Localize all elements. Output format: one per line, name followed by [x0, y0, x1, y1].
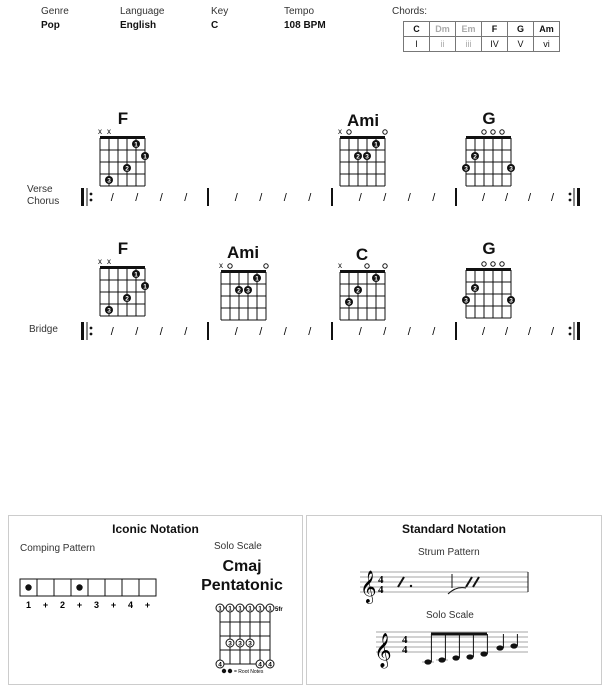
numeral-cell: iii	[456, 37, 482, 52]
open-marker	[482, 130, 486, 134]
repeat-start	[81, 322, 84, 340]
standard-title: Standard Notation	[402, 522, 506, 536]
strum-slash: /	[110, 192, 114, 204]
svg-text:1: 1	[228, 605, 232, 613]
solo-staff	[372, 620, 532, 674]
scale-note	[216, 604, 224, 613]
note-head	[452, 655, 459, 660]
strum-slash: /	[358, 326, 362, 338]
scale-note	[236, 639, 244, 648]
strum-slash: /	[550, 192, 555, 204]
tempo-block	[284, 6, 326, 31]
repeat-end	[577, 188, 580, 206]
language-value: English	[120, 20, 157, 31]
svg-text:2: 2	[125, 165, 129, 173]
scale-note	[266, 604, 274, 613]
genre-value: Pop	[41, 20, 60, 31]
strum-slash: /	[432, 192, 436, 204]
open-marker	[264, 264, 268, 268]
svg-text:2: 2	[473, 153, 477, 161]
svg-text:1: 1	[268, 605, 272, 613]
open-marker	[228, 264, 232, 268]
strum-slash: /	[159, 326, 163, 338]
count-label: 3	[93, 600, 100, 610]
strum-slash: /	[159, 192, 163, 204]
scale-note	[246, 639, 254, 648]
finger-dot	[462, 164, 470, 173]
scale-note	[236, 604, 244, 613]
svg-text:3: 3	[107, 177, 111, 185]
strum-slash: /	[358, 192, 362, 204]
strum-slash: /	[135, 326, 139, 338]
count-label: 1	[25, 600, 32, 610]
comping-cell	[122, 579, 139, 596]
tempo-label: Tempo	[284, 6, 315, 17]
svg-text:4: 4	[378, 584, 384, 596]
finger-dot	[105, 176, 113, 185]
comping-cell	[105, 579, 122, 596]
time-signature: 4	[402, 634, 408, 646]
strum-slash: /	[184, 326, 188, 338]
count-label: +	[110, 600, 117, 610]
chord-cell: Dm	[430, 22, 456, 37]
strum-slash: /	[504, 326, 509, 338]
svg-text:2: 2	[473, 285, 477, 293]
scale-fretboard	[212, 600, 292, 676]
svg-text:1: 1	[258, 605, 262, 613]
finger-dot	[105, 306, 113, 315]
svg-text:1: 1	[218, 605, 222, 613]
chord-name: Ami	[346, 111, 380, 130]
strum-slash: /	[504, 192, 509, 204]
finger-dot	[244, 286, 252, 295]
numeral-cell: I	[404, 37, 430, 52]
open-marker	[383, 264, 387, 268]
chord-diagram-c	[334, 262, 394, 322]
finger-dot	[235, 286, 243, 295]
svg-text:4: 4	[218, 661, 222, 669]
finger-dot	[462, 296, 470, 305]
language-label: Language	[120, 6, 165, 17]
open-marker	[500, 262, 504, 266]
numeral-cell: vi	[534, 37, 560, 52]
strum-slash: /	[527, 192, 532, 204]
finger-dot	[507, 164, 515, 173]
open-marker	[491, 130, 495, 134]
muted-marker: x	[98, 128, 102, 136]
genre-label: Genre	[41, 6, 69, 17]
chord-name: Ami	[226, 243, 260, 262]
note-head	[466, 654, 473, 659]
rhythm-staff-2	[78, 320, 588, 342]
note-head	[480, 651, 487, 656]
svg-text:2: 2	[356, 287, 360, 295]
muted-marker: x	[338, 262, 342, 270]
scale-note	[226, 604, 234, 613]
strum-slash: /	[110, 326, 114, 338]
language-block	[120, 6, 165, 31]
solo-scale-label: Solo Scale	[214, 541, 262, 552]
svg-text:3: 3	[365, 153, 369, 161]
finger-dot	[123, 164, 131, 173]
svg-text:1: 1	[374, 275, 378, 283]
count-label: +	[42, 600, 49, 610]
open-marker	[347, 130, 351, 134]
open-marker	[500, 130, 504, 134]
svg-text:3: 3	[107, 307, 111, 315]
strum-slash: /	[259, 326, 263, 338]
finger-dot	[471, 284, 479, 293]
chord-diagram-g	[460, 128, 520, 188]
strum-slash: /	[308, 326, 312, 338]
svg-text:2: 2	[237, 287, 241, 295]
scale-note	[256, 604, 264, 613]
svg-text:1: 1	[248, 605, 252, 613]
note-head	[438, 657, 445, 662]
count-label: +	[76, 600, 83, 610]
section-label-bridge: Bridge	[29, 324, 58, 335]
svg-text:3: 3	[509, 165, 513, 173]
chord-name: F	[117, 109, 129, 128]
root-legend: = Root Notes	[234, 669, 264, 675]
svg-text:4: 4	[258, 661, 262, 669]
muted-marker: x	[98, 258, 102, 266]
strum-slash: /	[383, 326, 387, 338]
strum-staff	[356, 562, 532, 606]
chord-cell: G	[508, 22, 534, 37]
svg-text:1: 1	[134, 141, 138, 149]
repeat-end	[577, 322, 580, 340]
scale-note	[216, 660, 224, 669]
chord-name: G	[482, 239, 496, 258]
tie	[448, 588, 466, 594]
strum-slash: /	[184, 192, 188, 204]
count-label: 2	[59, 600, 66, 610]
svg-text:3: 3	[246, 287, 250, 295]
svg-text:1: 1	[374, 141, 378, 149]
finger-dot	[354, 152, 362, 161]
count-label: +	[144, 600, 151, 610]
strum-slash: /	[234, 326, 238, 338]
finger-dot	[471, 152, 479, 161]
comping-grid	[19, 578, 179, 614]
strum-slash: /	[234, 192, 238, 204]
repeat-start	[81, 188, 84, 206]
strum-slash: /	[308, 192, 312, 204]
key-value: C	[211, 20, 219, 31]
open-marker	[482, 262, 486, 266]
svg-text:1: 1	[143, 153, 147, 161]
chords-label: Chords:	[392, 6, 428, 17]
strum-slash: /	[407, 192, 411, 204]
standard-solo-label: Solo Scale	[426, 610, 474, 621]
chord-name: F	[117, 239, 129, 258]
svg-text:4: 4	[268, 661, 272, 669]
muted-marker: x	[338, 128, 342, 136]
scale-note	[266, 660, 274, 669]
strum-slash: /	[481, 192, 486, 204]
finger-dot	[345, 298, 353, 307]
strum-slash: /	[283, 192, 287, 204]
scale-note	[256, 660, 264, 669]
finger-dot	[132, 140, 140, 149]
finger-dot	[363, 152, 371, 161]
comping-cell	[54, 579, 71, 596]
svg-text:3: 3	[464, 165, 468, 173]
strum-slash: /	[407, 326, 411, 338]
rhythm-staff-1	[78, 186, 588, 208]
chord-cell: F	[482, 22, 508, 37]
svg-text:3: 3	[238, 640, 242, 648]
scale-note	[246, 604, 254, 613]
comping-cell	[88, 579, 105, 596]
finger-dot	[132, 270, 140, 279]
strum-slash: /	[527, 326, 532, 338]
svg-text:2: 2	[356, 153, 360, 161]
chord-diagram-ami	[215, 262, 275, 322]
strum-slash: /	[550, 326, 555, 338]
strum-slash: /	[432, 326, 436, 338]
muted-marker: x	[219, 262, 223, 270]
finger-dot	[141, 282, 149, 291]
chord-diagram-f	[94, 128, 154, 188]
iconic-title: Iconic Notation	[112, 522, 199, 536]
open-marker	[383, 130, 387, 134]
chord-name: G	[482, 109, 496, 128]
finger-dot	[354, 286, 362, 295]
chords-table	[403, 21, 560, 52]
svg-text:2: 2	[125, 295, 129, 303]
finger-dot	[372, 274, 380, 283]
numeral-cell: ii	[430, 37, 456, 52]
section-label-verse: Verse Chorus	[27, 184, 60, 207]
svg-text:1: 1	[143, 283, 147, 291]
numeral-cell: IV	[482, 37, 508, 52]
chord-name: C	[355, 245, 369, 264]
svg-text:3: 3	[228, 640, 232, 648]
svg-text:1: 1	[255, 275, 259, 283]
chord-cell: Em	[456, 22, 482, 37]
strum-slash: /	[283, 326, 287, 338]
finger-dot	[141, 152, 149, 161]
muted-marker: x	[107, 128, 111, 136]
count-label: 4	[127, 600, 134, 610]
svg-text:3: 3	[464, 297, 468, 305]
svg-text:4: 4	[402, 644, 408, 656]
comping-label: Comping Pattern	[20, 543, 96, 554]
chord-cell: Am	[534, 22, 560, 37]
key-block	[211, 6, 228, 31]
numeral-cell: V	[508, 37, 534, 52]
strum-slash: /	[481, 326, 486, 338]
chord-diagram-g	[460, 260, 520, 320]
scale-name: Cmaj Pentatonic	[201, 558, 283, 594]
genre-block	[41, 6, 69, 31]
note-head	[496, 645, 503, 650]
chord-diagram-ami	[334, 128, 394, 188]
svg-text:1: 1	[134, 271, 138, 279]
svg-text:3: 3	[509, 297, 513, 305]
strum-pattern-label: Strum Pattern	[418, 547, 480, 558]
open-marker	[365, 264, 369, 268]
fret-label: 5fr	[275, 607, 283, 613]
open-marker	[491, 262, 495, 266]
chord-diagram-f	[94, 258, 154, 320]
muted-marker: x	[107, 258, 111, 266]
treble-clef: 𝄞	[374, 633, 392, 668]
strum-slash: /	[383, 192, 387, 204]
time-signature: 4	[378, 574, 384, 586]
strum-slash: /	[135, 192, 139, 204]
svg-text:3: 3	[347, 299, 351, 307]
finger-dot	[372, 140, 380, 149]
finger-dot	[507, 296, 515, 305]
note-head	[424, 659, 431, 664]
svg-text:3: 3	[248, 640, 252, 648]
key-label: Key	[211, 6, 229, 17]
comping-cell	[37, 579, 54, 596]
svg-text:1: 1	[238, 605, 242, 613]
strum-slash: /	[259, 192, 263, 204]
finger-dot	[253, 274, 261, 283]
note-head	[510, 643, 517, 648]
tempo-value: 108 BPM	[284, 20, 326, 31]
chord-cell: C	[404, 22, 430, 37]
finger-dot	[123, 294, 131, 303]
comping-hit	[76, 584, 82, 590]
comping-cell	[139, 579, 156, 596]
scale-note	[226, 639, 234, 648]
treble-clef: 𝄞	[360, 570, 377, 603]
comping-hit	[25, 584, 31, 590]
